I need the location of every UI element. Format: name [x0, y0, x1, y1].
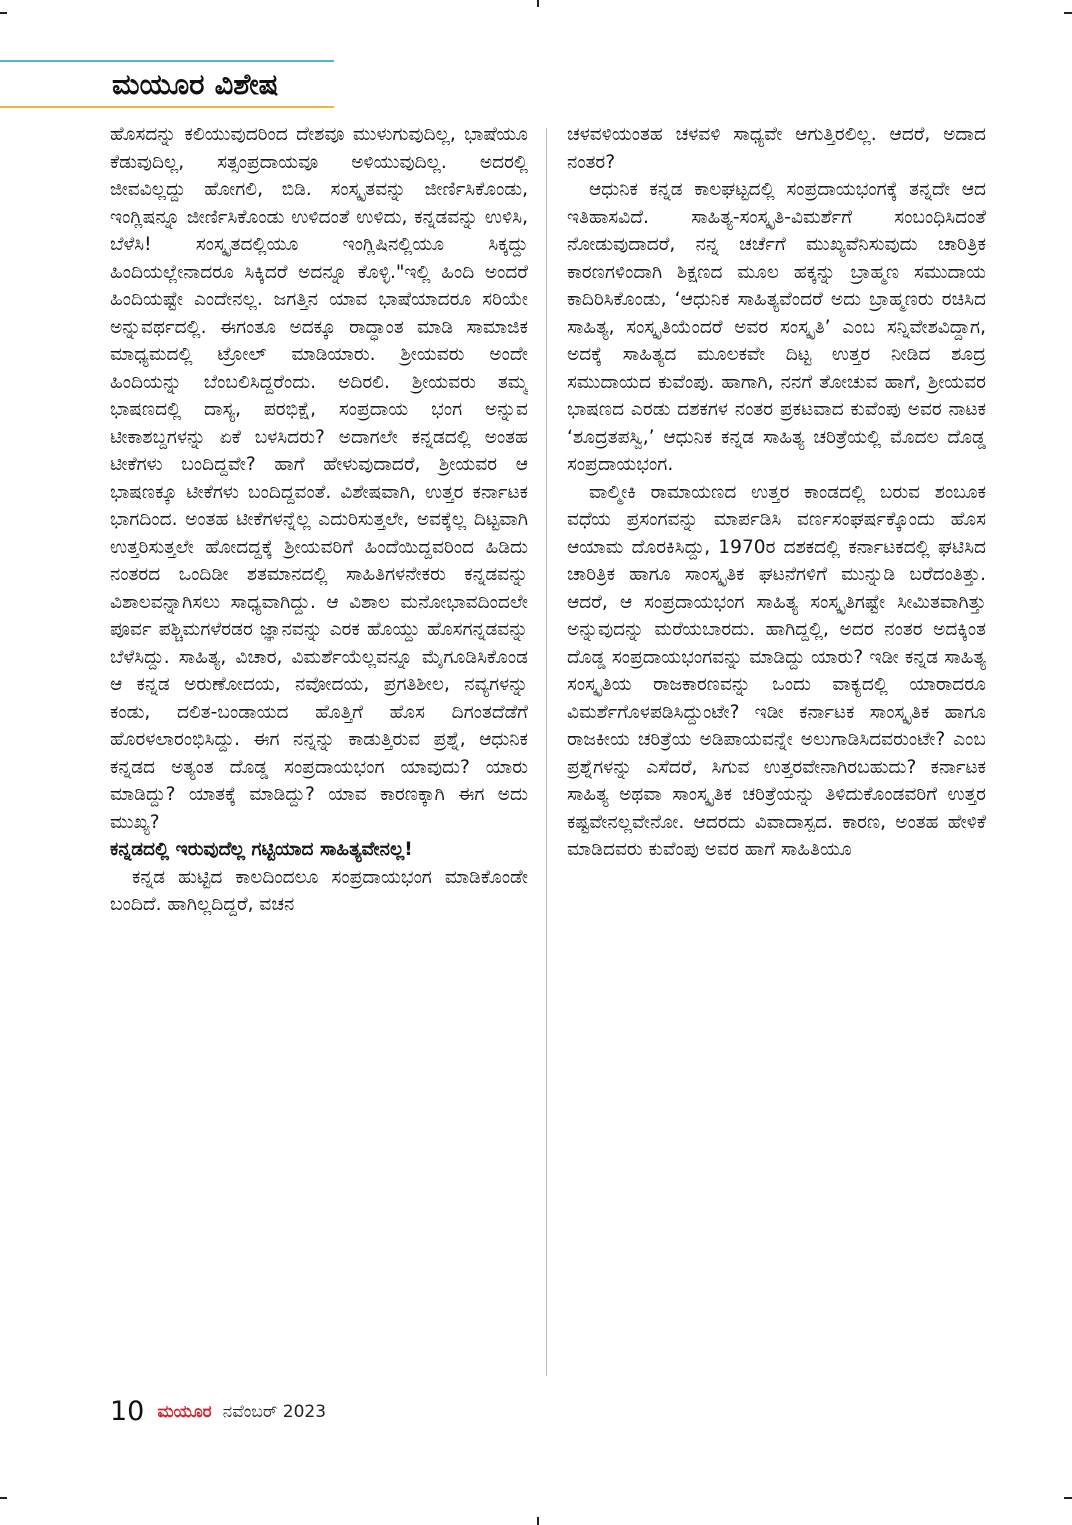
paragraph: ಚಳವಳಿಯಂತಹ ಚಳವಳಿ ಸಾಧ್ಯವೇ ಆಗುತ್ತಿರಲಿಲ್ಲ. ಆದರೆ, ಅದಾದ ನಂತರ? — [567, 124, 986, 173]
paragraph: ಆಧುನಿಕ ಕನ್ನಡ ಕಾಲಘಟ್ಟದಲ್ಲಿ ಸಂಪ್ರದಾಯಭಂಗಕ್ಕೆ ತನ್ನದೇ ಆದ ಇತಿಹಾಸವಿದೆ. ಸಾಹಿತ್ಯ-ಸಂಸ್ಕೃತಿ-ವಿಮರ್ಶೆಗೆ ಸಂಬಂಧಿಸಿದಂತೆ ನೋಡುವುದಾದರೆ, ನನ್ನ ಚರ್ಚೆಗೆ ಮುಖ್ಯವೆನಿಸುವುದು ಚಾರಿತ್ರಿಕ ಕಾರಣಗಳಿಂದಾಗಿ ಶಿಕ್ಷಣದ ಮೂಲ ಹಕ್ಕನ್ನು ಬ್ರಾಹ್ಮಣ ಸಮುದಾಯ ಕಾದಿರಿಸಿಕೊಂಡು, ‘ಆಧುನಿಕ ಸಾಹಿತ್ಯವೆಂದರೆ ಅದು ಬ್ರಾಹ್ಮಣರು ರಚಿಸಿದ ಸಾಹಿತ್ಯ, ಸಂಸ್ಕೃತಿಯೆಂದರೆ ಅವರ ಸಂಸ್ಕೃತಿ’ ಎಂಬ ಸನ್ನಿವೇಶವಿದ್ದಾಗ, ಅದಕ್ಕೆ ಸಾಹಿತ್ಯದ ಮೂಲಕವೇ ದಿಟ್ಟ ಉತ್ತರ ನೀಡಿದ ಶೂದ್ರ ಸಮುದಾಯದ ಕುವೆಂಪು. ಹಾಗಾಗಿ, ನನಗೆ ತೋಚುವ ಹಾಗೆ, ಶ್ರೀಯವರ ಭಾಷಣದ ಎರಡು ದಶಕಗಳ ನಂತರ ಪ್ರಕಟವಾದ ಕುವೆಂಪು ಅವರ ನಾಟಕ ‘ಶೂದ್ರತಪಸ್ವಿ,’ ಆಧುನಿಕ ಕನ್ನಡ ಸಾಹಿತ್ಯ ಚರಿತ್ರೆಯಲ್ಲಿ ಮೊದಲ ದೊಡ್ಡ ಸಂಪ್ರದಾಯಭಂಗ. — [567, 179, 986, 475]
right-column — [567, 121, 986, 1383]
paragraph: ಹೊಸದನ್ನು ಕಲಿಯುವುದರಿಂದ ದೇಶವೂ ಮುಳುಗುವುದಿಲ್ಲ, ಭಾಷೆಯೂ ಕೆಡುವುದಿಲ್ಲ, ಸತ್ಸಂಪ್ರದಾಯವೂ ಅಳಿಯುವುದಿಲ್ಲ. ಅದರಲ್ಲಿ ಜೀವವಿಲ್ಲದ್ದು ಹೋಗಲಿ, ಬಿಡಿ. ಸಂಸ್ಕೃತವನ್ನು ಜೀರ್ಣಿಸಿಕೊಂಡು, ಇಂಗ್ಲಿಷನ್ನೂ ಜೀರ್ಣಿಸಿಕೊಂಡು ಉಳಿದಂತೆ ಉಳಿದು, ಕನ್ನಡವನ್ನು ಉಳಿಸಿ, ಬೆಳೆಸಿ! ಸಂಸ್ಕೃತದಲ್ಲಿಯೂ ಇಂಗ್ಲಿಷಿನಲ್ಲಿಯೂ ಸಿಕ್ಕದ್ದು ಹಿಂದಿಯಲ್ಲೇನಾದರೂ ಸಿಕ್ಕಿದರೆ ಅದನ್ನೂ ಕೊಳ್ಳಿ."ಇಲ್ಲಿ ಹಿಂದಿ ಅಂದರೆ ಹಿಂದಿಯಷ್ಟೇ ಎಂದೇನಲ್ಲ. ಜಗತ್ತಿನ ಯಾವ ಭಾಷೆಯಾದರೂ ಸರಿಯೇ ಅನ್ನುವರ್ಥದಲ್ಲಿ. ಈಗಂತೂ ಅದಕ್ಕೂ ರಾದ್ಧಾಂತ ಮಾಡಿ ಸಾಮಾಜಿಕ ಮಾಧ್ಯಮದಲ್ಲಿ ಟ್ರೋಲ್ ಮಾಡಿಯಾರು. ಶ್ರೀಯವರು ಅಂದೇ ಹಿಂದಿಯನ್ನು ಬೆಂಬಲಿಸಿದ್ದರೆಂದು. ಅದಿರಲಿ. ಶ್ರೀಯವರು ತಮ್ಮ ಭಾಷಣದಲ್ಲಿ ದಾಸ್ಯ, ಪರಭಿಕ್ಷೆ, ಸಂಪ್ರದಾಯ ಭಂಗ ಅನ್ನುವ ಟೀಕಾಶಬ್ದಗಳನ್ನು ಏಕೆ ಬಳಸಿದರು? ಅದಾಗಲೇ ಕನ್ನಡದಲ್ಲಿ ಅಂತಹ ಟೀಕೆಗಳು ಬಂದಿದ್ದವೇ? ಹಾಗೆ ಹೇಳುವುದಾದರೆ, ಶ್ರೀಯವರ ಆ ಭಾಷಣಕ್ಕೂ ಟೀಕೆಗಳು ಬಂದಿದ್ದವಂತೆ. ವಿಶೇಷವಾಗಿ, ಉತ್ತರ ಕರ್ನಾಟಕ ಭಾಗದಿಂದ. ಅಂತಹ ಟೀಕೆಗಳನ್ನೆಲ್ಲ ಎದುರಿಸುತ್ತಲೇ, ಅವಕ್ಕೆಲ್ಲ ದಿಟ್ಟವಾಗಿ ಉತ್ತರಿಸುತ್ತಲೇ ಹೋದದ್ದಕ್ಕೆ ಶ್ರೀಯವರಿಗೆ ಹಿಂದೆಯಿದ್ದವರಿಂದ ಹಿಡಿದು ನಂತರದ ಒಂದಿಡೀ ಶತಮಾನದಲ್ಲಿ ಸಾಹಿತಿಗಳನೇಕರು ಕನ್ನಡವನ್ನು ವಿಶಾಲವನ್ನಾಗಿಸಲು ಸಾಧ್ಯವಾಗಿದ್ದು. ಆ ವಿಶಾಲ ಮನೋಭಾವದಿಂದಲೇ ಪೂರ್ವ ಪಶ್ಚಿಮಗಳೆರಡರ ಜ್ಞಾನವನ್ನು ಎರಕ ಹೊಯ್ದು ಹೊಸಗನ್ನಡವನ್ನು ಬೆಳೆಸಿದ್ದು. ಸಾಹಿತ್ಯ, ವಿಚಾರ, ವಿಮರ್ಶೆಯೆಲ್ಲವನ್ನೂ ಮೈಗೂಡಿಸಿಕೊಂಡ ಆ ಕನ್ನಡ ಅರುಣೋದಯ, ನವೋದಯ, ಪ್ರಗತಿಶೀಲ, ನವ್ಯಗಳನ್ನು ಕಂಡು, ದಲಿತ-ಬಂಡಾಯದ ಹೊತ್ತಿಗೆ ಹೊಸ ದಿಗಂತದೆಡೆಗೆ ಹೊರಳಲಾರಂಭಿಸಿದ್ದು. ಈಗ ನನ್ನನ್ನು ಕಾಡುತ್ತಿರುವ ಪ್ರಶ್ನೆ, ಆಧುನಿಕ ಕನ್ನಡದ ಅತ್ಯಂತ ದೊಡ್ಡ ಸಂಪ್ರದಾಯಭಂಗ ಯಾವುದು? ಯಾರು ಮಾಡಿದ್ದು? ಯಾತಕ್ಕೆ ಮಾಡಿದ್ದು? ಯಾವ ಕಾರಣಕ್ಕಾಗಿ ಈಗ ಅದು ಮುಖ್ಯ? — [110, 124, 528, 833]
subheading: ಕನ್ನಡದಲ್ಲಿ ಇರುವುದೆಲ್ಲ ಗಟ್ಟಿಯಾದ ಸಾಹಿತ್ಯವೇನಲ್ಲ! — [110, 839, 413, 860]
paragraph: ಕನ್ನಡ ಹುಟ್ಟಿದ ಕಾಲದಿಂದಲೂ ಸಂಪ್ರದಾಯಭಂಗ ಮಾಡಿಕೊಂಡೇ ಬಂದಿದೆ. ಹಾಗಿಲ್ಲದಿದ್ದರೆ, ವಚನ — [110, 866, 528, 915]
header-rule-top — [0, 60, 334, 62]
crop-mark-bottom-left — [0, 1497, 7, 1499]
issue-date: ನವೆಂಬರ್ 2023 — [222, 1402, 327, 1422]
section-header — [0, 56, 334, 108]
header-rule-bottom — [0, 106, 334, 108]
section-title: ಮಯೂರ ವಿಶೇಷ — [112, 67, 279, 101]
column-divider — [546, 128, 547, 1376]
crop-mark-top-center — [537, 0, 539, 7]
crop-mark-bottom-center — [537, 1517, 539, 1525]
crop-mark-top-left — [0, 12, 7, 14]
page-number: 10 — [110, 1396, 145, 1427]
magazine-logo: ಮಯೂರ — [157, 1402, 212, 1422]
crop-mark-bottom-right — [1064, 1497, 1072, 1499]
page-footer — [110, 1395, 326, 1429]
crop-mark-top-right — [1064, 12, 1072, 14]
left-column — [110, 121, 528, 1383]
paragraph: ವಾಲ್ಮೀಕಿ ರಾಮಾಯಣದ ಉತ್ತರ ಕಾಂಡದಲ್ಲಿ ಬರುವ ಶಂಬೂಕ ವಧೆಯ ಪ್ರಸಂಗವನ್ನು ಮಾರ್ಪಡಿಸಿ ವರ್ಣಸಂಘರ್ಷಕ್ಕೊಂದು ಹೊಸ ಆಯಾಮ ದೊರಕಿಸಿದ್ದು, 1970ರ ದಶಕದಲ್ಲಿ ಕರ್ನಾಟಕದಲ್ಲಿ ಘಟಿಸಿದ ಚಾರಿತ್ರಿಕ ಹಾಗೂ ಸಾಂಸ್ಕೃತಿಕ ಘಟನೆಗಳಿಗೆ ಮುನ್ನುಡಿ ಬರೆದಂತಿತ್ತು. ಆದರೆ, ಆ ಸಂಪ್ರದಾಯಭಂಗ ಸಾಹಿತ್ಯ ಸಂಸ್ಕೃತಿಗಷ್ಟೇ ಸೀಮಿತವಾಗಿತ್ತು ಅನ್ನುವುದನ್ನು ಮರೆಯಬಾರದು. ಹಾಗಿದ್ದಲ್ಲಿ, ಅದರ ನಂತರ ಅದಕ್ಕಿಂತ ದೊಡ್ಡ ಸಂಪ್ರದಾಯಭಂಗವನ್ನು ಮಾಡಿದ್ದು ಯಾರು? ಇಡೀ ಕನ್ನಡ ಸಾಹಿತ್ಯ ಸಂಸ್ಕೃತಿಯ ರಾಜಕಾರಣವನ್ನು ಒಂದು ವಾಕ್ಯದಲ್ಲಿ ಯಾರಾದರೂ ವಿಮರ್ಶೆಗೊಳಪಡಿಸಿದ್ದುಂಟೇ? ಇಡೀ ಕರ್ನಾಟಕ ಸಾಂಸ್ಕೃತಿಕ ಹಾಗೂ ರಾಜಕೀಯ ಚರಿತ್ರೆಯ ಅಡಿಪಾಯವನ್ನೇ ಅಲುಗಾಡಿಸಿದವರುಂಟೇ? ಎಂಬ ಪ್ರಶ್ನೆಗಳನ್ನು ಎಸೆದರೆ, ಸಿಗುವ ಉತ್ತರವೇನಾಗಿರಬಹುದು? ಕರ್ನಾಟಕ ಸಾಹಿತ್ಯ ಅಥವಾ ಸಾಂಸ್ಕೃತಿಕ ಚರಿತ್ರೆಯನ್ನು ತಿಳಿದುಕೊಂಡವರಿಗೆ ಉತ್ತರ ಕಷ್ಟವೇನಲ್ಲವೇನೋ. ಆದರದು ವಿವಾದಾಸ್ಪದ. ಕಾರಣ, ಅಂತಹ ಹೇಳಿಕೆ ಮಾಡಿದವರು ಕುವೆಂಪು ಅವರ ಹಾಗೆ ಸಾಹಿತಿಯೂ — [567, 481, 986, 860]
